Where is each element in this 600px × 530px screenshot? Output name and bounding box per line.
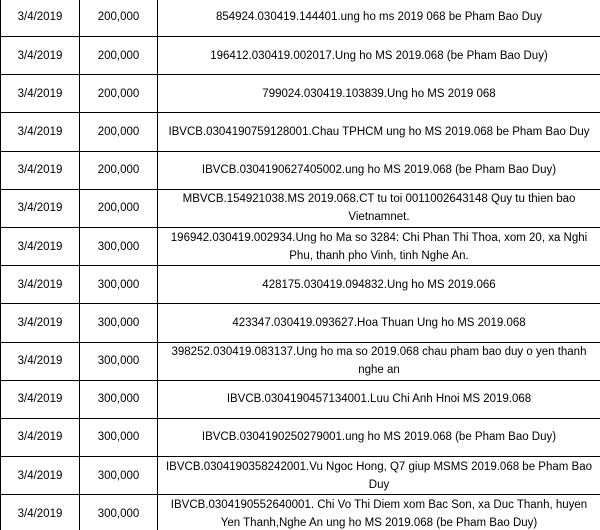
description-cell: 799024.030419.103839.Ung ho MS 2019 068 [158, 75, 600, 113]
amount-cell: 200,000 [80, 189, 158, 227]
table-row [1, 457, 600, 495]
date-cell: 3/4/2019 [1, 227, 80, 265]
table-row [1, 342, 600, 380]
date-cell: 3/4/2019 [1, 342, 80, 380]
table-row [1, 37, 600, 75]
date-cell: 3/4/2019 [1, 457, 80, 495]
description-cell: 854924.030419.144401.ung ho ms 2019 068 be Pham Bao Duy [158, 0, 600, 37]
table-row [1, 227, 600, 265]
date-cell: 3/4/2019 [1, 75, 80, 113]
date-cell: 3/4/2019 [1, 0, 80, 37]
amount-cell: 200,000 [80, 75, 158, 113]
amount-cell: 300,000 [80, 342, 158, 380]
description-cell: IBVCB.0304190759128001.Chau TPHCM ung ho MS 2019.068 be Pham Bao Duy [158, 113, 600, 151]
table-row [1, 304, 600, 342]
table-row [1, 189, 600, 227]
description-cell: 398252.030419.083137.Ung ho ma so 2019.068 chau pham bao duy o yen thanh nghe an [158, 342, 600, 380]
table-row [1, 0, 600, 37]
amount-cell: 300,000 [80, 227, 158, 265]
table-row [1, 75, 600, 113]
description-cell: IBVCB.0304190250279001.ung ho MS 2019.068 (be Pham Bao Duy) [158, 418, 600, 456]
table-row [1, 380, 600, 418]
table-row [1, 418, 600, 456]
description-cell: 196412.030419.002017.Ung ho MS 2019.068 (be Pham Bao Duy) [158, 37, 600, 75]
description-cell: 423347.030419.093627.Hoa Thuan Ung ho MS 2019.068 [158, 304, 600, 342]
description-cell: IBVCB.0304190552640001. Chi Vo Thi Diem xom Bac Son, xa Duc Thanh, huyen Yen Thanh,Nghe An ung ho MS 2019.068 (be Pham Bao Duy) [158, 495, 600, 530]
table-row [1, 266, 600, 304]
table-row [1, 495, 600, 530]
amount-cell: 300,000 [80, 418, 158, 456]
amount-cell: 300,000 [80, 304, 158, 342]
amount-cell: 200,000 [80, 37, 158, 75]
description-cell: 428175.030419.094832.Ung ho MS 2019.066 [158, 266, 600, 304]
amount-cell: 300,000 [80, 266, 158, 304]
description-cell: IBVCB.0304190457134001.Luu Chi Anh Hnoi MS 2019.068 [158, 380, 600, 418]
date-cell: 3/4/2019 [1, 113, 80, 151]
date-cell: 3/4/2019 [1, 418, 80, 456]
date-cell: 3/4/2019 [1, 189, 80, 227]
date-cell: 3/4/2019 [1, 495, 80, 530]
amount-cell: 300,000 [80, 380, 158, 418]
description-cell: MBVCB.154921038.MS 2019.068.CT tu toi 0011002643148 Quy tu thien bao Vietnamnet. [158, 189, 600, 227]
date-cell: 3/4/2019 [1, 304, 80, 342]
amount-cell: 200,000 [80, 151, 158, 189]
description-cell: 196942.030419.002934.Ung ho Ma so 3284: Chi Phan Thi Thoa, xom 20, xa Nghi Phu, thanh pho Vinh, tinh Nghe An. [158, 227, 600, 265]
date-cell: 3/4/2019 [1, 266, 80, 304]
table-row [1, 151, 600, 189]
description-cell: IBVCB.0304190627405002.ung ho MS 2019.068 (be Pham Bao Duy) [158, 151, 600, 189]
date-cell: 3/4/2019 [1, 380, 80, 418]
amount-cell: 200,000 [80, 0, 158, 37]
date-cell: 3/4/2019 [1, 37, 80, 75]
amount-cell: 300,000 [80, 495, 158, 530]
description-cell: IBVCB.0304190358242001.Vu Ngoc Hong, Q7 giup MSMS 2019.068 be Pham Bao Duy [158, 457, 600, 495]
table-row [1, 113, 600, 151]
amount-cell: 300,000 [80, 457, 158, 495]
date-cell: 3/4/2019 [1, 151, 80, 189]
amount-cell: 200,000 [80, 113, 158, 151]
